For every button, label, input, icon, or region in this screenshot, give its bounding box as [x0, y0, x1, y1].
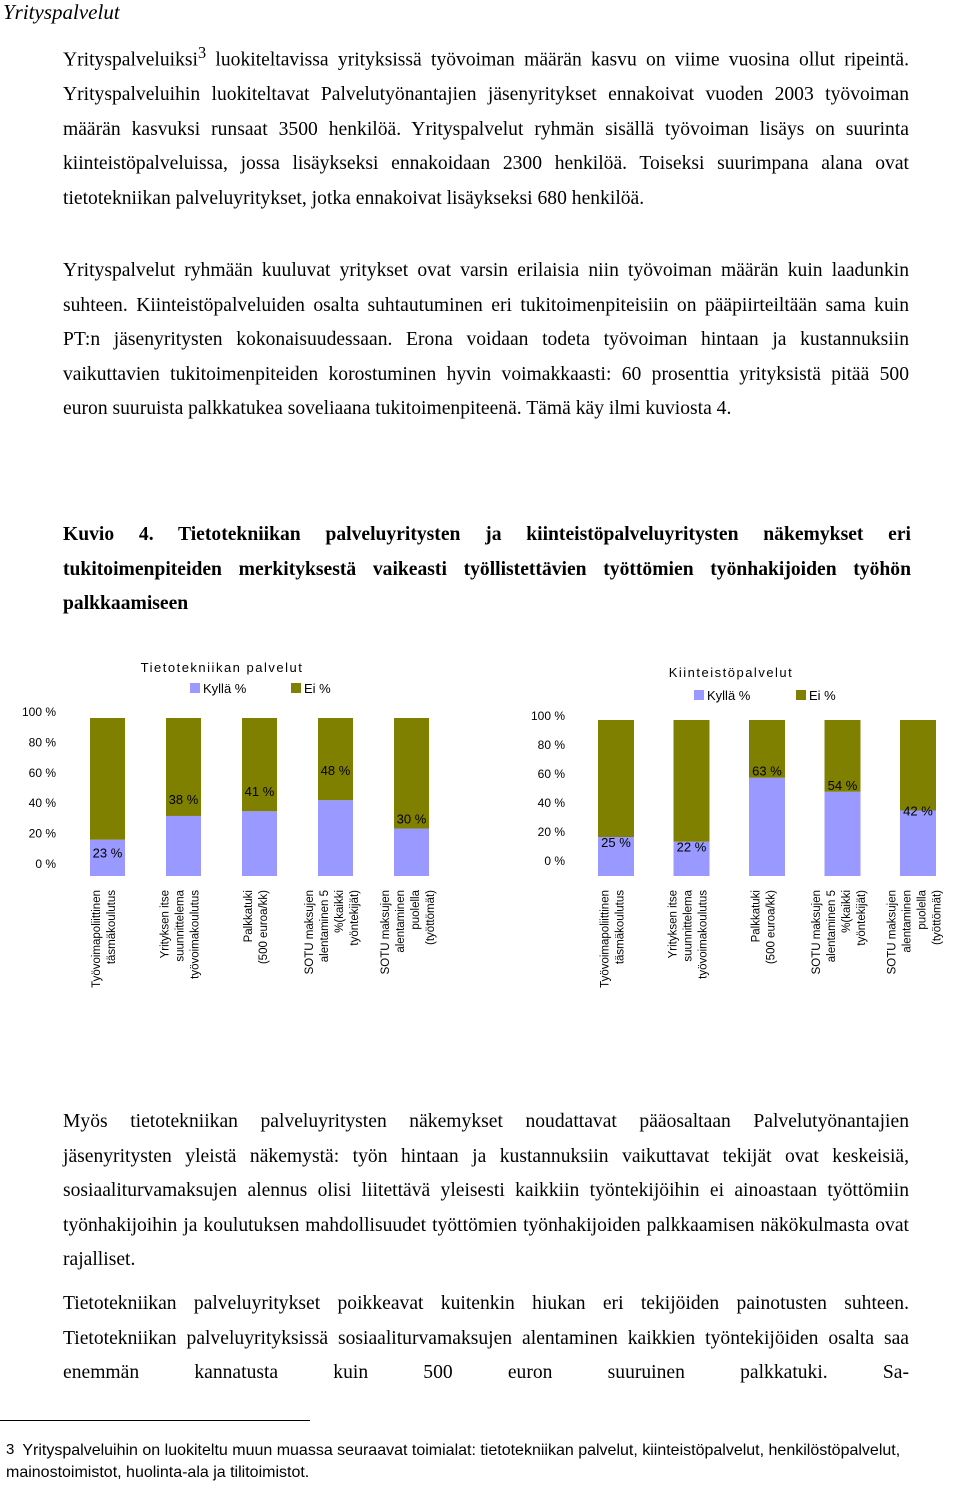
chart-title: Kiinteistöpalvelut: [668, 665, 794, 680]
paragraph-4-text: Tietotekniikan palveluyritykset poikkeavat kuitenkin hiukan eri tekijöiden painotusten suhteen. Tietotekniikan palveluyrityksissä sosiaaliturvamaksujen alentaminen kaikkien työntekijöiden osalta saa enemmän kannatusta kuin 500 euron suuruinen palkkatuki. Sa-: [63, 1293, 909, 1383]
legend-label-yes: Kyllä %: [203, 681, 247, 696]
category-label-line: täsmäkoulutus: [106, 890, 118, 965]
y-tick-label: 20 %: [537, 825, 565, 839]
paragraph-1-rest: luokiteltavissa yrityksissä työvoiman määrän kasvu on viime vuosina ollut ripeintä. Yrityspalveluihin luokiteltavat Palvelutyönantajien jäsenyritykset ennakoivat vuoden 2003 työvoiman määrän kasvuksi runsaat 3500 henkilöä. Yrityspalvelut ryhmän sisällä työvoiman lisäys on suurinta kiinteistöpalveluissa, jossa lisäykseksi ennakoidaan 2300 henkilöä. Toiseksi suurimpana alana ovat tietotekniikan palveluyritykset, jotka ennakoivat lisäykseksi 680 henkilöä.: [63, 49, 909, 209]
footnote: [6, 1440, 906, 1484]
bar-ei: [900, 720, 936, 810]
category-label-line: Työvoimapoliittinen: [91, 890, 103, 988]
y-tick-label: 40 %: [28, 796, 56, 811]
category-label-line: SOTU maksujen: [811, 890, 823, 975]
category-label-line: puolella: [410, 890, 422, 930]
paragraph-3: Myös tietotekniikan palveluyritysten näkemykset noudattavat pääosaltaan Palvelutyönantajien jäsenyritysten yleistä näkemystä: työn hintaan ja kustannuksiin vaikuttavat tekijät ovat keskeisiä, sosiaaliturvamaksujen alennus olisi liitettävä yleisesti kaikkiin työntekijöihin ei ainoastaan työttömiin työnhakijoihin ja koulutuksen mahdollisuudet työttömien työnhakijoiden palkkaamisen näkökulmasta ovat rajalliset.: [63, 1111, 909, 1270]
category-label-line: täsmäkoulutus: [614, 890, 627, 965]
bar-kylla: [318, 800, 353, 876]
y-tick-label: 0 %: [35, 857, 56, 871]
bar-kylla: [900, 810, 936, 876]
category-label-line: Palkkatuki: [750, 890, 763, 943]
data-label: 42 %: [903, 803, 933, 819]
category-label-line: puolella: [916, 890, 929, 930]
category-label-line: suunnittelema: [174, 890, 187, 962]
legend-label-no: Ei %: [809, 688, 836, 703]
category-label: [304, 890, 361, 975]
footnote-separator: [0, 1420, 310, 1421]
bar-kylla: [166, 816, 201, 876]
bar-kylla: [749, 778, 785, 876]
running-header: Yrityspalvelut: [3, 0, 120, 24]
y-tick-label: 80 %: [28, 735, 56, 750]
data-label: 38 %: [168, 791, 199, 807]
y-tick-label: 60 %: [28, 765, 56, 780]
data-label: 63 %: [752, 763, 782, 779]
y-tick-label: 40 %: [537, 796, 565, 810]
category-label-line: alentaminen 5: [826, 890, 838, 963]
category-label-line: SOTU maksujen: [380, 890, 392, 975]
bar-ei: [90, 718, 125, 840]
y-tick-label: 20 %: [28, 826, 56, 841]
category-label-line: (työttömät): [425, 890, 437, 945]
legend-label-no: Ei %: [304, 681, 331, 696]
category-label-line: %(kaikki: [334, 890, 346, 933]
chart-tietotekniikka: [22, 660, 437, 988]
bar-ei: [318, 718, 353, 800]
category-label-line: suunnittelema: [682, 890, 695, 962]
bar-kylla: [825, 792, 861, 876]
category-label-line: Palkkatuki: [243, 890, 255, 943]
category-label: [887, 889, 944, 974]
category-label-line: (500 euroa/kk): [258, 890, 270, 965]
category-label-line: %(kaikki: [841, 890, 853, 933]
y-tick-label: 100 %: [530, 709, 565, 723]
category-label-line: alentaminen 5: [319, 890, 331, 963]
chart-kiinteistopalvelut: [531, 665, 944, 988]
y-tick-label: 60 %: [537, 767, 565, 781]
category-label-line: työntekijät): [856, 890, 868, 946]
y-tick-label: 80 %: [537, 738, 565, 752]
category-label: [751, 890, 778, 964]
bar-ei: [674, 720, 710, 842]
legend-swatch-no: [291, 683, 301, 693]
legend-label-yes: Kyllä %: [707, 688, 751, 703]
footnote-number: 3: [6, 1441, 15, 1458]
bar-kylla: [242, 811, 277, 876]
data-label: 23 %: [92, 845, 123, 861]
category-label: [91, 890, 118, 988]
paragraph-1: [63, 36, 909, 216]
category-label-line: (500 euroa/kk): [765, 890, 778, 965]
category-label-line: (työttömät): [931, 890, 944, 945]
category-label-line: SOTU maksujen: [304, 890, 316, 975]
figure-caption: Kuvio 4. Tietotekniikan palveluyritysten ja kiinteistöpalveluyritysten näkemykset eri tukitoimenpiteiden merkityksestä vaikeasti työllistettävien työttömien työnhakijoiden työhön palkkaamiseen: [63, 524, 911, 614]
figure-4-charts: [0, 640, 960, 1110]
data-label: 25 %: [601, 835, 631, 850]
bar-ei: [598, 720, 634, 837]
chart-title: Tietotekniikan palvelut: [140, 660, 304, 675]
category-label: [811, 890, 868, 975]
category-label-line: Työvoimapoliittinen: [599, 890, 612, 988]
paragraph-2: Yrityspalvelut ryhmään kuuluvat yritykset ovat varsin erilaisia niin työvoiman määrän kuin laadunkin suhteen. Kiinteistöpalveluiden osalta suhtautuminen eri tukitoimenpiteisiin on pääpiirteiltään sama kuin PT:n jäsenyritysten kokonaisuudessaan. Erona voidaan todeta työvoiman hintaan ja kustannuksiin vaikuttavien tukitoimenpiteiden korostuminen hyvin voimakkaasti: 60 prosenttia yrityksistä pitää 500 euron suuruista palkkatukea soveliaana tukitoimenpiteenä. Tämä käy ilmi kuviosta 4.: [63, 260, 909, 419]
data-label: 54 %: [827, 777, 858, 793]
category-label-line: työntekijät): [349, 890, 361, 946]
paragraph-4: [63, 1287, 909, 1425]
paragraph-1-start: Yrityspalveluiksi: [63, 49, 198, 71]
category-label-line: työvoimakoulutus: [697, 890, 710, 979]
category-label-line: alentaminen: [901, 890, 914, 953]
y-tick-label: 0 %: [544, 854, 565, 868]
bar-kylla: [394, 829, 429, 876]
legend-swatch-yes: [694, 690, 704, 700]
category-label-line: Yrityksen itse: [667, 890, 680, 959]
category-label: [160, 889, 202, 978]
category-label: [243, 890, 270, 964]
category-label-line: Yrityksen itse: [159, 890, 172, 959]
legend-swatch-no: [796, 690, 806, 700]
category-label-line: SOTU maksujen: [886, 890, 899, 975]
data-label: 41 %: [244, 784, 275, 800]
footnote-text: Yrityspalveluihin on luokiteltu muun muassa seuraavat toimialat: tietotekniikan palvelut, kiinteistöpalvelut, henkilöstöpalvelut, mainostoimistot, huolinta-ala ja tilitoimistot.: [6, 1442, 901, 1481]
category-label: [380, 889, 437, 974]
data-label: 22 %: [676, 839, 707, 855]
category-label-line: alentaminen: [395, 890, 407, 953]
footnote-reference[interactable]: 3: [197, 43, 207, 62]
category-label-line: työvoimakoulutus: [189, 890, 202, 979]
legend-swatch-yes: [190, 683, 200, 693]
data-label: 48 %: [320, 763, 351, 779]
data-label: 30 %: [396, 811, 427, 827]
category-label: [668, 889, 710, 978]
category-label: [600, 890, 627, 988]
y-tick-label: 100 %: [21, 705, 56, 719]
